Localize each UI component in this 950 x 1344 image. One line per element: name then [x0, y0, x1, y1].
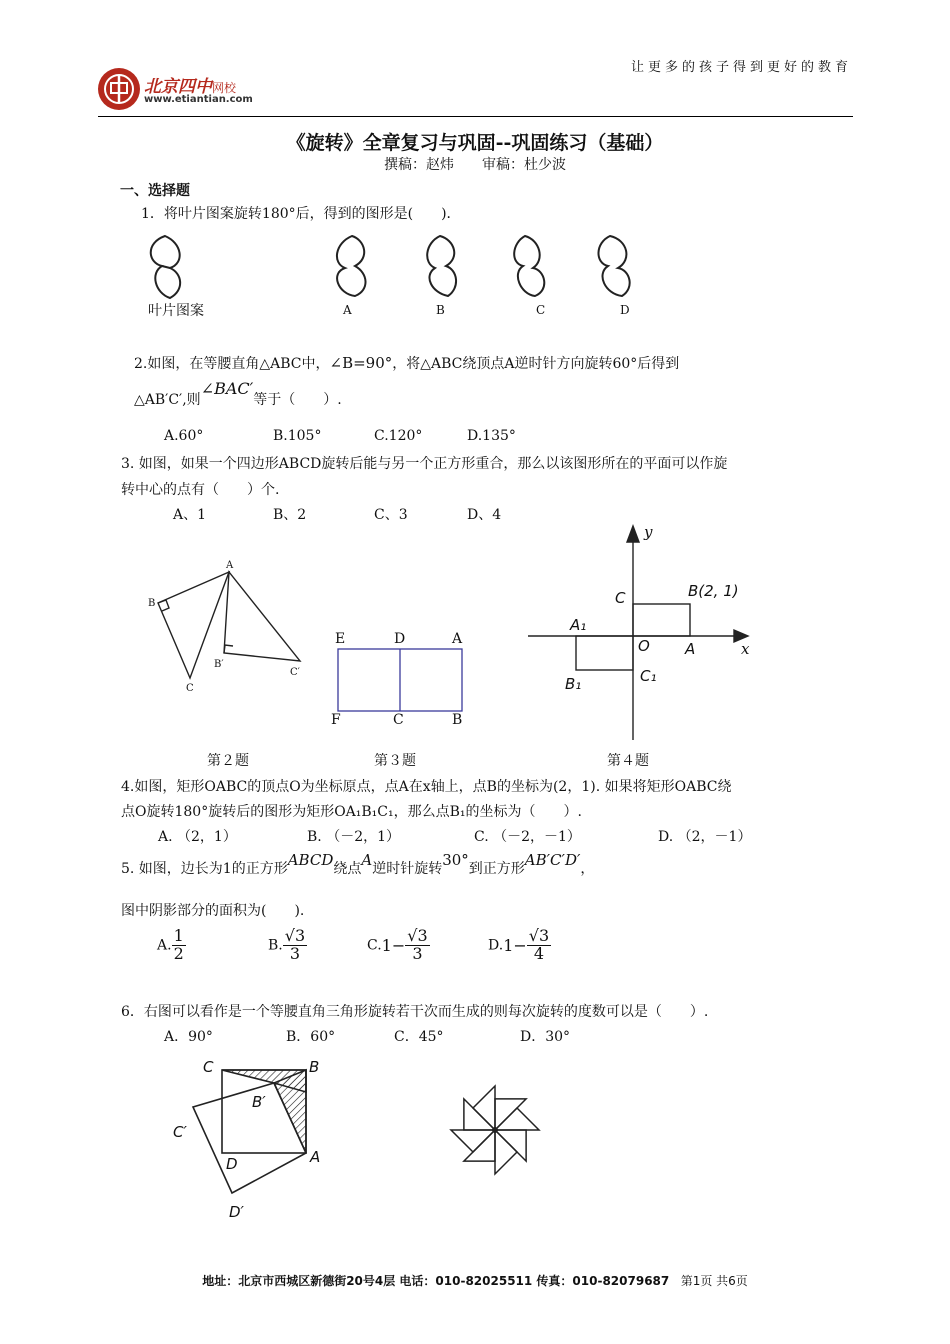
q2-stem-line2: △AB′C′,则∠BAC′等于（ ）. — [134, 379, 342, 408]
fig3-caption: 第３题 — [374, 753, 416, 769]
fig4-caption: 第４题 — [607, 753, 649, 769]
fig4-label-c1: C₁ — [640, 667, 657, 685]
q5-option-c: C.1− $\frac{√3}{3}$ — [367, 926, 428, 963]
fig5-label-c: C — [203, 1058, 214, 1076]
q3-stem-line1: 3. 如图，如果一个四边形ABCD旋转后能与另一个正方形重合，那么以该图形所在的平面可以作旋 — [121, 456, 728, 472]
page-subtitle: 撰稿：赵炜 审稿：杜少波 — [384, 157, 566, 173]
q2-option-d: D.135° — [467, 428, 516, 444]
header-rule — [98, 116, 853, 117]
q1-option-b: B — [436, 303, 445, 317]
fig4-label-y: y — [644, 523, 653, 541]
fig2-caption: 第２题 — [207, 753, 249, 769]
fig3-label-c: C — [393, 712, 404, 728]
fig4-label-a: A — [685, 640, 696, 658]
q6-option-a: A．90° — [164, 1029, 213, 1045]
q1-option-a: A — [343, 303, 352, 317]
fig4-label-a1: A₁ — [570, 616, 587, 634]
q5-option-a: A. $\frac{1}{2}$ — [157, 926, 184, 963]
figure-6-pinwheel — [440, 1075, 550, 1185]
q4-stem-line1: 4.如图，矩形OABC的顶点O为坐标原点，点A在x轴上，点B的坐标为(2，1). 如果将矩形OABC绕 — [121, 779, 732, 795]
q3-option-d: D、4 — [467, 507, 502, 523]
fig5-label-d: D — [226, 1155, 238, 1173]
fig5-label-b-prime: B′ — [252, 1093, 266, 1111]
q4-option-b: B. （－2，1） — [307, 829, 401, 845]
figure-5-rotated-squares — [180, 1060, 340, 1220]
fig2-label-b-prime: B′ — [214, 659, 224, 670]
q4-option-c: C. （－2，－1） — [474, 829, 581, 845]
q5-stem-line2: 图中阴影部分的面积为( ). — [121, 903, 305, 919]
q1-fig-label: 叶片图案 — [148, 303, 204, 319]
fig5-label-d-prime: D′ — [229, 1203, 244, 1221]
q3-option-b: B、2 — [273, 507, 307, 523]
q1-stem: 1．将叶片图案旋转180°后，得到的图形是( )． — [141, 206, 461, 222]
figure-3-rectangles — [330, 640, 470, 720]
q6-option-b: B．60° — [286, 1029, 336, 1045]
q1-option-c: C — [536, 303, 546, 317]
q5-stem-line1: 5. 如图，边长为1的正方形ABCD绕点A逆时针旋转30°到正方形AB′C′D′， — [121, 851, 595, 877]
fig4-label-b: B(2, 1) — [688, 582, 739, 600]
fig5-label-c-prime: C′ — [173, 1123, 187, 1141]
q2-option-a: A.60° — [164, 428, 204, 444]
q5-option-d: D.1− $\frac{√3}{4}$ — [488, 926, 550, 963]
fig2-label-b: B — [148, 598, 156, 609]
fig5-label-a: A — [310, 1148, 321, 1166]
fig4-label-c: C — [615, 589, 626, 607]
q3-option-c: C、3 — [374, 507, 408, 523]
fig3-label-a: A — [452, 631, 463, 647]
fig4-label-x: x — [741, 640, 750, 658]
q2-option-b: B.105° — [273, 428, 322, 444]
section-heading: 一、选择题 — [120, 183, 190, 199]
logo-text: 北京四中网校 — [144, 77, 237, 97]
fig3-label-e: E — [335, 631, 346, 647]
q5-option-b: B. $\frac{√3}{3}$ — [268, 926, 306, 963]
fig4-label-o: O — [638, 637, 650, 655]
logo-emblem-icon — [98, 68, 140, 110]
page-title: 《旋转》全章复习与巩固--巩固练习（基础） — [286, 132, 664, 154]
logo-url: www.etiantian.com — [144, 94, 253, 105]
q2-option-c: C.120° — [374, 428, 423, 444]
fig2-label-c-prime: C′ — [290, 667, 300, 678]
q4-stem-line2: 点O旋转180°旋转后的图形为矩形OA₁B₁C₁，那么点B₁的坐标为（ ）. — [121, 804, 582, 820]
q3-stem-line2: 转中心的点有（ ）个. — [121, 482, 280, 498]
q6-stem: 6．右图可以看作是一个等腰直角三角形旋转若干次而生成的则每次旋转的度数可以是（ ）. — [121, 1004, 709, 1020]
q6-option-d: D．30° — [520, 1029, 571, 1045]
page-footer: 地址：北京市西城区新德街20号4层 电话：010-82025511 传真：010-82079687 第1页 共6页 — [202, 1274, 748, 1288]
q4-option-d: D. （2，－1） — [658, 829, 752, 845]
fig2-label-a: A — [226, 560, 234, 571]
fig4-label-b1: B₁ — [565, 675, 582, 693]
fig2-label-c: C — [186, 683, 194, 694]
fig3-label-f: F — [331, 712, 341, 728]
fig3-label-d: D — [394, 631, 406, 647]
q1-option-d: D — [620, 303, 630, 317]
q4-option-a: A. （2，1） — [158, 829, 237, 845]
leaf-figures — [140, 228, 660, 308]
header-slogan: 让更多的孩子得到更好的教育 — [630, 60, 852, 75]
q3-option-a: A、1 — [173, 507, 207, 523]
q6-option-c: C．45° — [394, 1029, 444, 1045]
figure-2-triangles — [140, 560, 320, 700]
q2-stem-line1: 2.如图，在等腰直角△ABC中，∠B=90°，将△ABC绕顶点A逆时针方向旋转60°后得到 — [134, 354, 680, 372]
fig5-label-b: B — [309, 1058, 320, 1076]
fig3-label-b: B — [452, 712, 463, 728]
school-logo — [98, 68, 298, 114]
figure-4-coordinate-plane — [520, 520, 760, 745]
